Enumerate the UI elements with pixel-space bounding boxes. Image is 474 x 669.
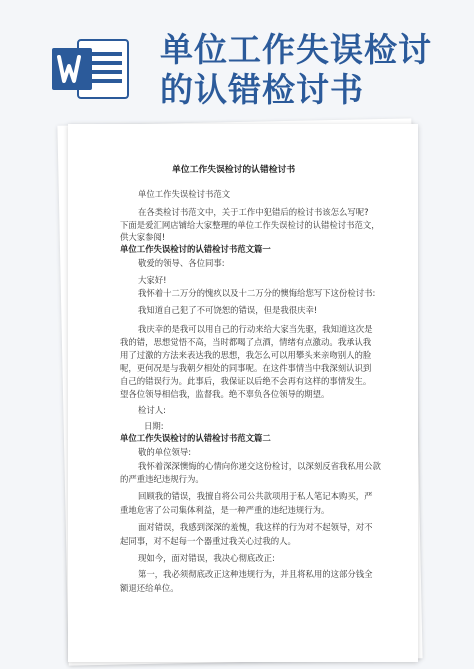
doc-line: 用了过激的方法来表达我的思想，我怎么可以用攀头来亲吻别人的脸 [120,350,372,360]
doc-line: 我的错，思想觉悟不高，当时都喝了点酒，情绪有点激动。我承认我 [120,337,372,347]
doc-line: 第一，我必须彻底改正这种违规行为，并且将私用的这部分钱全 [138,569,373,579]
doc-line: 日期: [144,421,164,431]
doc-line: 敬爱的领导、各位同事: [138,258,225,268]
title-line-2: 的认错检讨书 [160,70,364,109]
doc-line: 额退还给单位。 [120,583,179,593]
doc-line: 重地危害了公司集体利益，是一种严重的违纪违规行为。 [120,505,330,515]
doc-line: 下面是爱汇网店铺给大家整理的单位工作失误检讨的认错检讨书范文， [120,220,380,230]
title-line-1: 单位工作失误检讨 [160,30,432,69]
doc-line: 自己的错误行为。此事后，我保证以后绝不会再有这样的事情发生。 [120,376,372,386]
section-heading: 单位工作失误检讨的认错检讨书范文篇一 [120,244,271,254]
doc-line: 呢，更何况是与我朝夕相处的同事呢。在这件事情当中我深刻认识到 [120,363,372,373]
doc-line: 的严重违纪违规行为。 [120,474,204,484]
doc-line: 单位工作失误检讨书范文 [138,189,231,199]
page-title [160,30,460,110]
doc-line: 敬的单位领导: [138,447,192,457]
section-heading: 单位工作失误检讨的认错检讨书范文篇二 [120,433,271,443]
doc-line: 回顾我的错误，我擅自将公司公共款项用于私人笔记本购买，严 [138,491,373,501]
doc-line: 供大家参阅! [120,232,166,242]
word-icon [52,38,130,100]
doc-line: 检讨人: [138,405,166,415]
doc-line: 大家好! [138,275,167,285]
header [0,0,474,118]
doc-line: 在各类检讨书范文中，关于工作中犯错后的检讨书该怎么写呢? [138,207,369,217]
doc-line: 我怀着深深懊悔的心情向你递交这份检讨，以深刻反省我私用公款 [138,461,381,471]
document-title: 单位工作失误检讨的认错检讨书 [172,165,296,175]
doc-line: 我知道自己犯了不可饶恕的错误，但是我很庆幸! [138,305,318,315]
doc-line: 面对错误，我感到深深的羞愧，我这样的行为对不起领导，对不 [138,522,373,532]
document-page [68,124,418,662]
doc-line: 我怀着十二万分的愧疚以及十二万分的懊悔给您写下这份检讨书: [138,288,376,298]
doc-line: 我庆幸的是我可以用自己的行动来给大家当先驱，我知道这次是 [138,324,373,334]
doc-line: 现如今，面对错误，我决心彻底改正: [138,553,275,563]
doc-line: 望各位领导相信我，监督我。绝不辜负各位领导的期望。 [120,389,330,399]
doc-line: 起同事，对不起每一个器重过我关心过我的人。 [120,536,296,546]
